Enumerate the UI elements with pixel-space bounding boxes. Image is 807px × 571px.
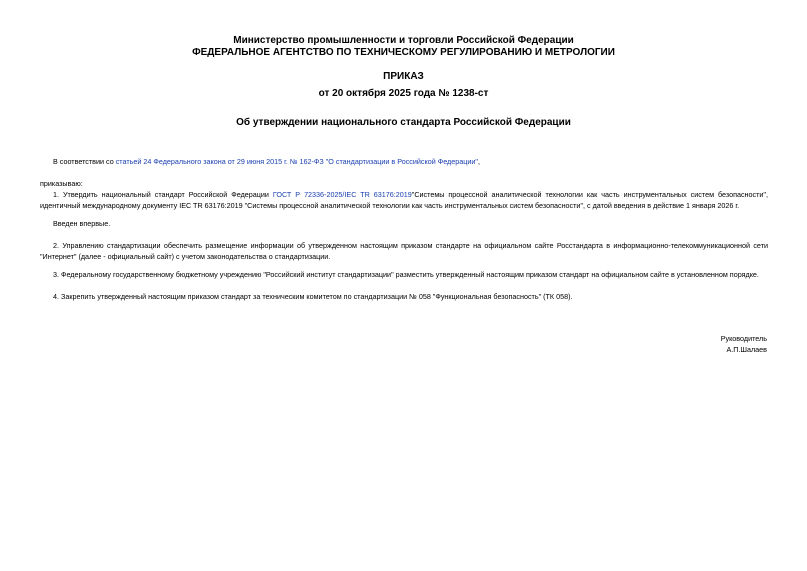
item-1-prefix: 1. Утвердить национальный стандарт Российской Федерации <box>53 190 273 199</box>
document-date-number: от 20 октября 2025 года № 1238-ст <box>318 88 489 99</box>
preamble <box>40 156 768 167</box>
preamble-suffix: , <box>477 157 480 166</box>
preamble-prefix: В соответствии со <box>53 157 116 166</box>
item-4: 4. Закрепить утвержденный настоящим приказом стандарт за техническим комитетом по стандартизации № 058 "Функциональная безопасность" (ТК 058). <box>53 292 573 301</box>
item-1-suffix: "Системы процессной аналитической технологии как часть инструментальных систем безопасности", идентичный международному документу IEC TR 63176:2019 "Системы процессной аналитической технологии как часть инструментальных систем безопасности", с датой введения в действие 1 января 2026 г. <box>40 190 768 210</box>
signature-position: Руководитель <box>720 334 767 343</box>
signature-name: А.П.Шалаев <box>726 345 767 354</box>
document-type: ПРИКАЗ <box>383 71 424 82</box>
intro-note: Введен впервые. <box>53 219 111 228</box>
law-article-link[interactable]: статьей 24 Федерального закона от 29 июня 2015 г. № 162-ФЗ "О стандартизации в Российской Федерации" <box>115 157 478 166</box>
ministry-name: Министерство промышленности и торговли Российской Федерации <box>233 35 574 46</box>
standard-link[interactable]: ГОСТ Р 72336-2025/IEC TR 63176:2019 <box>272 190 412 199</box>
order-word: приказываю: <box>40 179 83 188</box>
agency-name: ФЕДЕРАЛЬНОЕ АГЕНТСТВО ПО ТЕХНИЧЕСКОМУ РЕГУЛИРОВАНИЮ И МЕТРОЛОГИИ <box>192 47 615 58</box>
document-title: Об утверждении национального стандарта Российской Федерации <box>236 117 571 128</box>
item-2: 2. Управлению стандартизации обеспечить размещение информации об утвержденном настоящим приказом стандарте на официальном сайте Росстандарта в информационно-телекоммуникационной сети "Интернет" (далее - официальный сайт) с учетом законодательства о стандартизации. <box>40 241 768 261</box>
item-3: 3. Федеральному государственному бюджетному учреждению "Российский институт стандартизации" разместить утвержденный настоящим приказом стандарт на официальном сайте в установленном порядке. <box>53 270 759 279</box>
item-1 <box>40 189 768 211</box>
